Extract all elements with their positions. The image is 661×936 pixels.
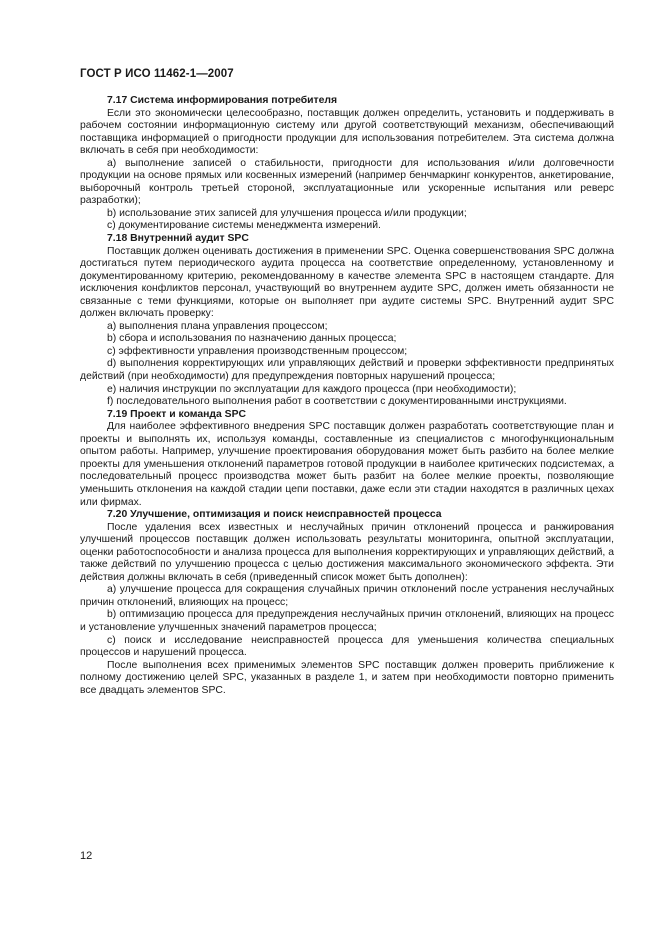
page-body [80,95,614,697]
list-item: b) использование этих записей для улучшения процесса и/или продукции; [107,207,467,219]
paragraph: После выполнения всех применимых элементов SPC поставщик должен проверить приближение к полному достижению целей SPC, указанных в разделе 1, и затем при необходимости повторно применить все двадцать элементов SPC. [80,659,614,696]
section-heading-7-20: 7.20 Улучшение, оптимизация и поиск неисправностей процесса [107,509,442,521]
paragraph: Для наиболее эффективного внедрения SPC поставщик должен разработать соответствующие план и проекты и выполнять их, используя команды, составленные из специалистов с многофункциональным опытом работы. Например, улучшение проектирования оборудования может быть разбито на более мелкие проекты для уменьшения отклонений параметров готовой продукции в наиболее критических подсистемах, а последовательный процесс производства может быть разбит на более мелкие проекты, позволяющие уменьшить отклонения на каждой стадии цепи поставки, даже если эти стадии находятся в различных цехах или фирмах. [80,421,614,508]
list-item: a) выполнение записей о стабильности, пригодности для использования и/или долговечности продукции на основе прямых или косвенных измерений (например бенчмаркинг конкурентов, анкетирование, выборочный контроль третьей стороной, эксплуатационные или ускоренные испытания или реверс разработки); [80,157,614,207]
list-item: a) выполнения плана управления процессом; [107,320,328,332]
list-item: c) поиск и исследование неисправностей процесса для уменьшения количества специальных процессов и нарушений процесса. [80,634,614,659]
list-item: c) документирование системы менеджмента измерений. [107,220,381,232]
list-item: c) эффективности управления производственным процессом; [107,345,408,357]
section-heading-7-18: 7.18 Внутренний аудит SPC [107,233,249,245]
page-number: 12 [80,850,93,862]
list-item: d) выполнения корректирующих или управляющих действий и проверки эффективности предпринятых действий (при необходимости) для предупреждения повторных нарушений процесса; [80,358,614,383]
paragraph: После удаления всех известных и неслучайных причин отклонений процесса и ранжирования улучшений процессов поставщик должен использовать результаты мониторинга, опытной эксплуатации, оценки работоспособности и анализа процесса для выполнения корректирующих и управляющих действий, а также действий по улучшению процесса с целью достижения максимального экономического эффекта. Эти действия должны включать в себя (приведенный список может быть дополнен): [80,521,614,583]
section-heading-7-19: 7.19 Проект и команда SPC [107,408,247,420]
list-item: e) наличия инструкции по эксплуатации для каждого процесса (при необходимости); [107,383,517,395]
list-item: a) улучшение процесса для сокращения случайных причин отклонений после устранения неслучайных причин отклонений, влияющих на процесс; [80,584,614,608]
section-heading-7-17: 7.17 Система информирования потребителя [107,95,338,106]
document-header: ГОСТ Р ИСО 11462-1—2007 [80,68,234,80]
paragraph: Если это экономически целесообразно, поставщик должен определить, установить и поддерживать в рабочем состоянии информационную систему или другой соответствующий механизм, обеспечивающий поставщика информацией о пригодности продукции для использования потребителем. Эта система должна включать в себя при необходимости: [80,107,614,157]
list-item: b) сбора и использования по назначению данных процесса; [107,333,397,345]
list-item: f) последовательного выполнения работ в соответствии с документированными инструкциями. [107,396,567,408]
paragraph: Поставщик должен оценивать достижения в применении SPC. Оценка совершенствования SPC должна достигаться путем периодического аудита процесса на соответствие определенному, установленному и документированному критерию, рекомендованному в качестве элемента SPC в настоящем стандарте. Для исключения конфликтов персонал, участвующий во внутреннем аудите SPC, должен иметь обязанности не связанные с теми функциями, которые он выполняет при аудите системы SPC. Внутренний аудит SPC должен включать проверку: [80,245,614,320]
list-item: b) оптимизацию процесса для предупреждения неслучайных причин отклонений, влияющих на процесс и установление улучшенных значений параметров процесса; [80,609,614,633]
